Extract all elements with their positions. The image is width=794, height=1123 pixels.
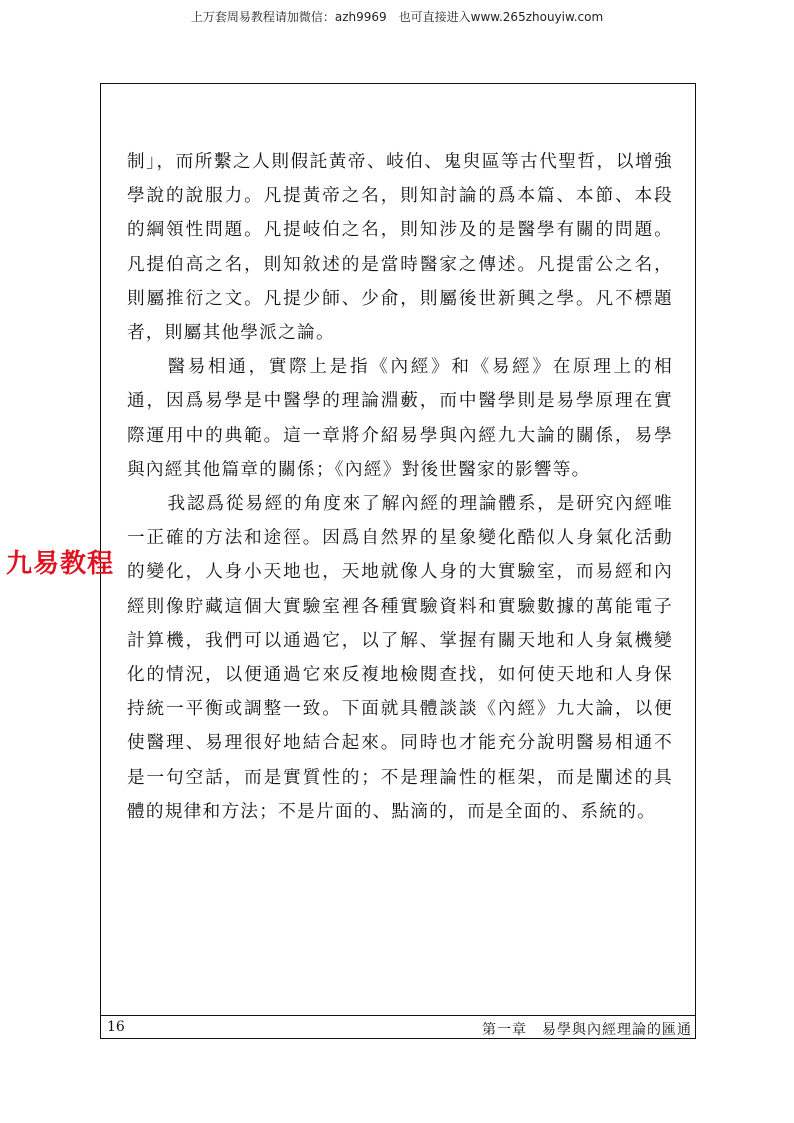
running-head: 第一章 易學與內經理論的匯通 [482,1022,692,1038]
body-text [127,145,673,829]
page-number: 16 [107,1019,125,1035]
paragraph-2: 醫易相通，實際上是指《內經》和《易經》在原理上的相通，因爲易學是中醫學的理論淵藪，而中醫學則是易學原理在實際運用中的典範。這一章將介紹易學與內經九大論的關係，易學與內經其他篇章的關係；《內經》對後世醫家的影響等。 [127,357,673,480]
paragraph-3: 我認爲從易經的角度來了解內經的理論體系，是研究內經唯一正確的方法和途徑。因爲自然界的星象變化酷似人身氣化活動的變化，人身小天地也，天地就像人身的大實驗室，而易經和內經則像貯藏這個大實驗室裡各種實驗資料和實驗數據的萬能電子計算機，我們可以通過它，以了解、掌握有關天地和人身氣機變化的情況，以便通過它來反複地檢閱查找，如何使天地和人身保持統一平衡或調整一致。下面就具體談談《內經》九大論，以便使醫理、易理很好地結合起來。同時也才能充分說明醫易相通不是一句空話，而是實質性的；不是理論性的框架，而是闡述的具體的規律和方法；不是片面的、點滴的，而是全面的、系統的。 [127,494,673,822]
footer-divider [100,1015,696,1016]
header-note: 上万套周易教程请加微信：azh9969 也可直接进入www.265zhouyiw.com [190,10,604,24]
paragraph-1: 制」，而所繫之人則假託黃帝、岐伯、鬼臾區等古代聖哲，以增強學說的說服力。凡提黃帝之名，則知討論的爲本篇、本節、本段的綱領性問題。凡提岐伯之名，則知涉及的是醫學有關的問題。凡提伯高之名，則知敘述的是當時醫家之傳述。凡提雷公之名，則屬推衍之文。凡提少師、少俞，則屬後世新興之學。凡不標題者，則屬其他學派之論。 [127,152,673,344]
watermark-logo: 九易教程 [6,549,115,579]
